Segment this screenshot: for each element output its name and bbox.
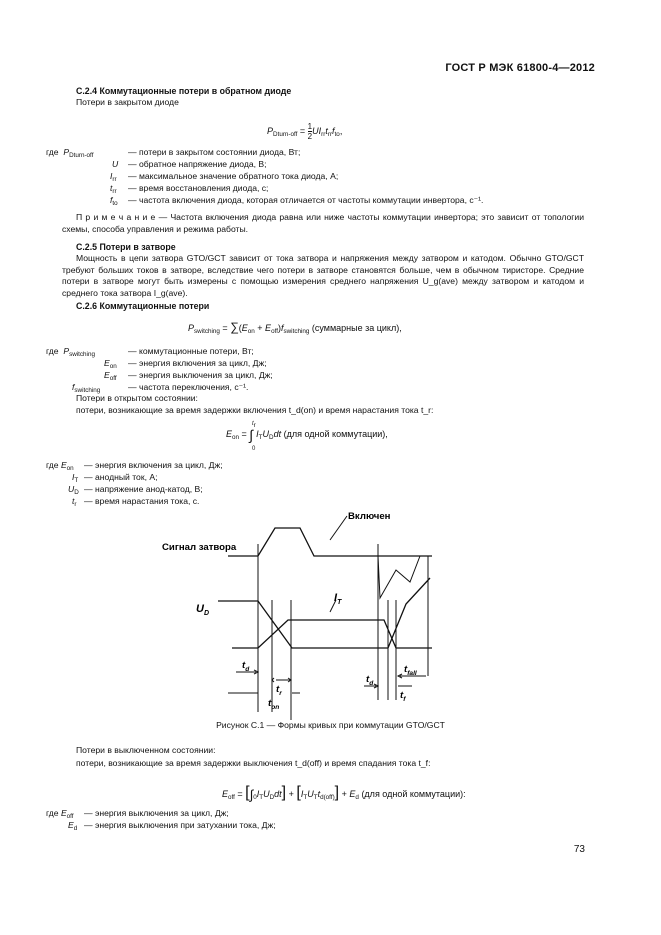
c24-def-sym: $I_{rr}$ — [110, 171, 117, 183]
c26-def2-text: — энергия включения за цикл, Дж; — [84, 460, 223, 470]
c24-def-sym: $f_{to}$ — [110, 195, 118, 207]
c24-def-text: — время восстановления диода, с; — [128, 183, 269, 193]
label-ud: $U_D$ — [196, 603, 210, 617]
formula-pswitching: $P_{switching} = \sum(E_{on} + E_{off})f_{switching}$ (суммарные за цикл), — [188, 320, 402, 335]
off-def-text: — энергия выключения за цикл, Дж; — [84, 808, 229, 818]
off-def-row: где $E_{off}$ — [46, 808, 74, 820]
label-td: $t_d$ — [242, 660, 250, 673]
c24-def-text: — максимальное значение обратного тока диода, А; — [128, 171, 339, 181]
c26-def2-sym: $t_r$ — [72, 496, 77, 508]
c25-paragraph: Мощность в цепи затвора GTO/GCT зависит от тока затвора и напряжения между затвором и катодом. Обычно GTO/GCT требуют больших токов в затворе, вследствие чего потери в затворе становятся больше, чем в обычном тиристоре. Средние потери в затворе могут быть измерены с помощью измерения среднего напряжения U_g(ave) между затвором и катодом и среднего тока затвора I_g(ave). — [62, 253, 584, 299]
c24-def-text: — потери в закрытом состоянии диода, Вт; — [128, 147, 301, 157]
c26-def-text: — коммутационные потери, Вт; — [128, 346, 254, 356]
it-waveform — [232, 620, 432, 648]
c26-def2-sym: $I_T$ — [72, 472, 79, 484]
formula-pdturnoff: $P_{Dturn-off}$ = $\frac{1}{2}$ $UI_{rr}t_{rr}f_{to}$, — [267, 122, 343, 141]
c26-def2-text: — анодный ток, А; — [84, 472, 158, 482]
integral-upper-limit: $t_r$ — [252, 421, 256, 429]
c26-def-text: — энергия включения за цикл, Дж; — [128, 358, 267, 368]
section-c25-title: С.2.5 Потери в затворе — [76, 242, 176, 252]
formula-eon: $E_{on}$ = ∫ $I_TU_Ddt$ (для одной коммутации), — [226, 427, 388, 443]
formula-eoff: $E_{off} = [\int_0I_TU_Ddt] + [I_TU_Tt_{d(off)}] + E_d$ (для одной коммутации): — [222, 784, 466, 802]
c26-def-sym: $E_{off}$ — [104, 370, 117, 382]
section-c24-title: С.2.4 Коммутационные потери в обратном диоде — [76, 86, 292, 96]
c24-def-text: — частота включения диода, которая отличается от частоты коммутации инвертора, с⁻¹. — [128, 195, 484, 205]
gate-signal-waveform — [228, 528, 432, 556]
c26-def-row: где $P_{switching}$ — [46, 346, 95, 358]
c26-def-sym: $f_{switching}$ — [72, 382, 101, 394]
turnoff-spike — [378, 556, 420, 598]
integral-lower-limit: 0 — [252, 446, 256, 452]
c24-note: П р и м е ч а н и е — Частота включения диода равна или ниже частоты коммутации инвертора; это зависит от топологии схемы, способа управления и режима работы. — [62, 212, 585, 234]
label-tr: $t_r$ — [276, 684, 282, 697]
label-it: $I_T$ — [334, 592, 342, 606]
page-number: 73 — [573, 844, 585, 855]
label-tfall: $t_{fall}$ — [404, 664, 417, 677]
off-def-sym: $E_d$ — [68, 820, 78, 832]
c24-def-sym: $t_{rr}$ — [110, 183, 117, 195]
c26-def2-text: — время нарастания тока, с. — [84, 496, 200, 506]
off-text: потери, возникающие за время задержки выключения t_d(off) и время спадания тока t_f: — [76, 758, 431, 768]
c26-def2-sym: $U_D$ — [68, 484, 79, 496]
section-c26-title: С.2.6 Коммутационные потери — [76, 301, 210, 311]
off-def-text: — энергия выключения при затухании тока, Дж; — [84, 820, 276, 830]
figure-caption: Рисунок С.1 — Формы кривых при коммутации GTO/GCT — [216, 720, 445, 730]
c26-open-state: Потери в открытом состоянии: — [76, 393, 198, 403]
label-tf: $t_f$ — [400, 690, 406, 703]
c26-def-text: — энергия выключения за цикл, Дж; — [128, 370, 273, 380]
label-leader-on — [330, 516, 347, 540]
off-title: Потери в выключенном состоянии: — [76, 745, 216, 755]
c24-def-row: где $P_{Dturn-off}$ — [46, 147, 94, 159]
c26-def-sym: $E_{on}$ — [104, 358, 117, 370]
c26-def-text: — частота переключения, с⁻¹. — [128, 382, 249, 392]
label-td-off: $t_d$ — [366, 674, 374, 687]
section-c24-subtitle: Потери в закрытом диоде — [76, 97, 179, 107]
label-gate-signal: Сигнал затвора — [162, 542, 237, 553]
c26-def2-text: — напряжение анод-катод, В; — [84, 484, 203, 494]
c26-def2-row: где $E_{on}$ — [46, 460, 74, 472]
label-on: Включен — [348, 511, 391, 522]
label-ton: $t_{on}$ — [268, 698, 280, 711]
c24-def-text: — обратное напряжение диода, В; — [128, 159, 267, 169]
c26-open-text: потери, возникающие за время задержки включения t_d(on) и время нарастания тока t_r: — [76, 405, 434, 415]
document-header: ГОСТ Р МЭК 61800-4—2012 — [445, 62, 595, 74]
ud-waveform — [218, 578, 430, 648]
c24-def-sym: U — [112, 159, 119, 169]
